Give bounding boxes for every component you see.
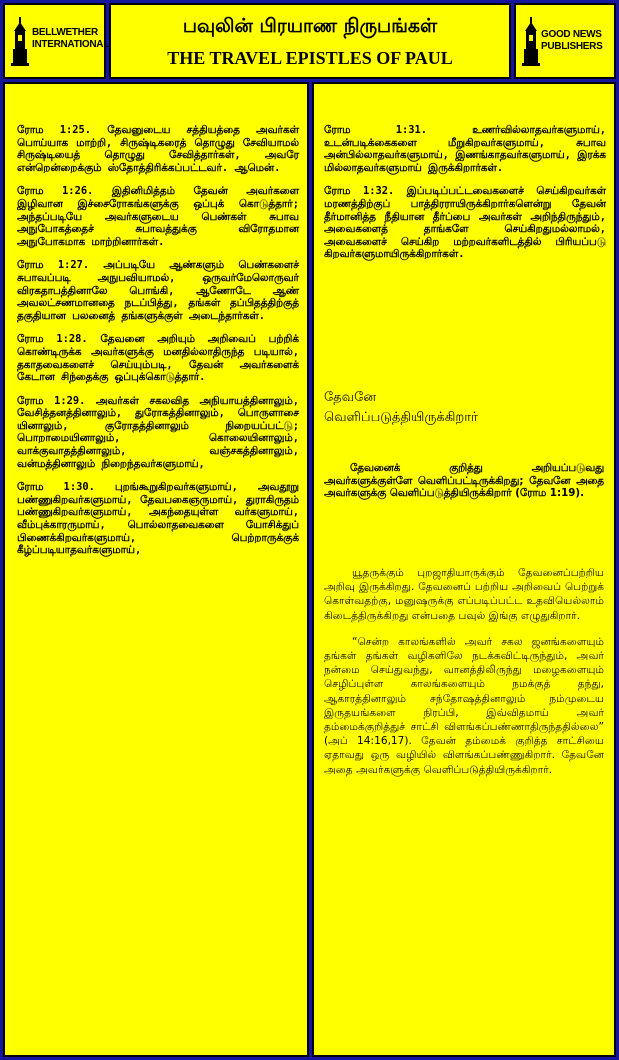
verse-1-32: ரோம 1:32. இப்படிப்பட்டவைகளைச் செய்கிறவர்கள் மரணத்திற்குப் பாத்திரராயிருக்கிறார்களென்று தேவன் தீர்மானித்த நீதியான தீர்ப்பை அவர்கள் அறிந்திருந்தும், அவைகளைத் தாங்களே செய்கிறதுமல்லாமல், அவைகளைச் செய்கிற மற்றவர்களிடத்தில் பிரியப்படு கிறவர்களுமாயிருக்கிறார்கள். (324, 185, 606, 261)
title-english: THE TRAVEL EPISTLES OF PAUL (167, 48, 453, 68)
right-verses (324, 124, 606, 272)
section-heading-line2: வெளிப்படுத்தியிருக்கிறார் (324, 410, 478, 425)
verse-1-28: ரோம 1:28. தேவனை அறியும் அறிவைப் பற்றிக் கொண்டிருக்க அவர்களுக்கு மனதில்லாதிருந்த படியால், தகாதவைகளைச் செய்யும்படி, தேவன் அவர்களைக் கேடான சிந்தைக்கு ஒப்புக்கொடுத்தார். (17, 333, 299, 384)
left-column (3, 82, 309, 1057)
verse-1-25: ரோம 1:25. தேவனுடைய சத்தியத்தை அவர்கள் பொய்யாக மாற்றி, சிருஷ்டிகரைத் தொழுது சேவியாமல் சிருஷ்டியைத் தொழுது சேவித்தார்கள், அவரே என்றென்றைக்கும் ஸ்தோத்திரிக்கப்பட்டவர். ஆமென். (17, 124, 299, 174)
verse-1-29: ரோம 1:29. அவர்கள் சகலவித அநியாயத்தினாலும், வேசித்தனத்தினாலும், துரோகத்தினாலும், பொருளாசை யினாலும், குரோதத்தினாலும் நிறையப்பட்டு; பொறாமையினாலும், கொலையினாலும், வாக்குவாதத்தினாலும், வஞ்சகத்தினாலும், வன்மத்தினாலும் நிறைந்தவர்களுமாய், (17, 394, 299, 470)
title-panel (109, 3, 511, 79)
good-news-wordmark (541, 29, 602, 53)
bellwether-logo (10, 17, 110, 69)
bellwether-line1: BELLWETHER (32, 27, 98, 38)
verse-1-27: ரோம 1:27. அப்படியே ஆண்களும் பெண்களைச் சுபாவப்படி அநுபவியாமல், ஒருவர்மேலொருவர் விரகதாபத்தினாலே பொங்கி, ஆணோடே ஆண் அவலட்சணமானதை நடப்பித்து, தங்கள் தப்பிதத்திற்குத் தகுதியான பலனைத் தங்களுக்குள் அடைந்தார்கள். (17, 259, 299, 322)
title-tamil: பவுலின் பிரயாண நிருபங்கள் (182, 15, 438, 37)
left-verses (17, 124, 299, 568)
right-column (312, 82, 616, 1057)
good-news-line1: GOOD NEWS (541, 29, 602, 40)
body-text (324, 566, 604, 789)
section-heading-line1: தேவனே (324, 390, 376, 405)
good-news-line2: PUBLISHERS (541, 41, 603, 52)
bell-tower-icon (521, 17, 543, 67)
section-heading (324, 388, 604, 428)
body-paragraph-2: “சென்ற காலங்களில் அவர் சகல ஜனங்களையும் தங்கள் தங்கள் வழிகளிலே நடக்கவிட்டிருந்தும், அவர் நன்மை செய்துவந்து, வானத்திலிருந்து மழைகளையும் செழிப்புள்ள காலங்களையும் நமக்குத் தந்து, ஆகாரத்தினாலும் சந்தோஷத்தினாலும் நம்முடைய இருதயங்களை நிரப்பி, இவ்விதமாய் அவர் தம்மைக்குறித்துச் சாட்சி விளங்கப்பண்ணாதிருந்ததில்லை” (அப் 14:16,17). தேவன் தம்மைக் குறித்த சாட்சியை ஏதாவது ஒரு வழியில் விளங்கப்பண்ணுகிறார். தேவனே அதை அவர்களுக்கு வெளிப்படுத்தியிருக்கிறார். (324, 635, 604, 776)
verse-1-30: ரோம 1:30. புறங்கூறுகிறவர்களுமாய், அவதூறு பண்ணுகிறவர்களுமாய், தேவபகைஞருமாய், துராகிருதம் பண்ணுகிறவர்களுமாய், அகந்தையுள்ள வர்களுமாய், வீம்புக்காரருமாய், பொல்லாதவைகளை யோசிக்துப் பிணைக்கிறவர்களுமாய், பெற்றாருக்குக் கீழ்ப்படியாதவர்களுமாய், (17, 481, 299, 557)
verse-1-26: ரோம 1:26. இதினிமித்தம் தேவன் அவர்களை இழிவான இச்சைரோகங்களுக்கு ஒப்புக் கொடுத்தார்; அந்தப்படியே அவர்களுடைய பெண்கள் சுபாவ அநுபோகத்தைச் சுபாவத்துக்கு விரோதமான அநுபோகமாக மாற்றினார்கள். (17, 185, 299, 248)
intro-verse: தேவனைக் குறித்து அறியப்படுவது அவர்களுக்குள்ளே வெளிப்பட்டிருக்கிறது; தேவனே அதை அவர்களுக்கு வெளிப்படுத்தியிருக்கிறார் (ரோம 1:19). (324, 462, 604, 500)
good-news-logo (521, 17, 613, 69)
good-news-logo-panel (514, 3, 616, 79)
bell-tower-icon (10, 17, 32, 67)
bellwether-logo-panel (3, 3, 110, 79)
bellwether-line2: INTERNATIONAL (32, 39, 110, 50)
bellwether-wordmark (32, 27, 109, 51)
body-paragraph-1: யூதருக்கும் புறஜாதியாருக்கும் தேவனைப்பற்றிய அறிவு இருக்கிறது. தேவனைப் பற்றிய அறிவைப் பெற்றுக் கொள்வதற்கு, மனுஷருக்கு எப்படிப்பட்ட உதவியெல்லாம் கிடைத்திருக்கிறது என்பதை பவுல் இங்கு எழுதுகிறார். (324, 567, 604, 622)
verse-1-31: ரோம 1:31. உணர்வில்லாதவர்களுமாய், உடன்படிக்கைகளை மீறுகிறவர்களுமாய், சுபாவ அன்பில்லாதவர்களுமாய், இணங்காதவர்களுமாய், இரக்க மில்லாதவர்களுமாய் இருக்கிறார்கள். (324, 124, 606, 174)
